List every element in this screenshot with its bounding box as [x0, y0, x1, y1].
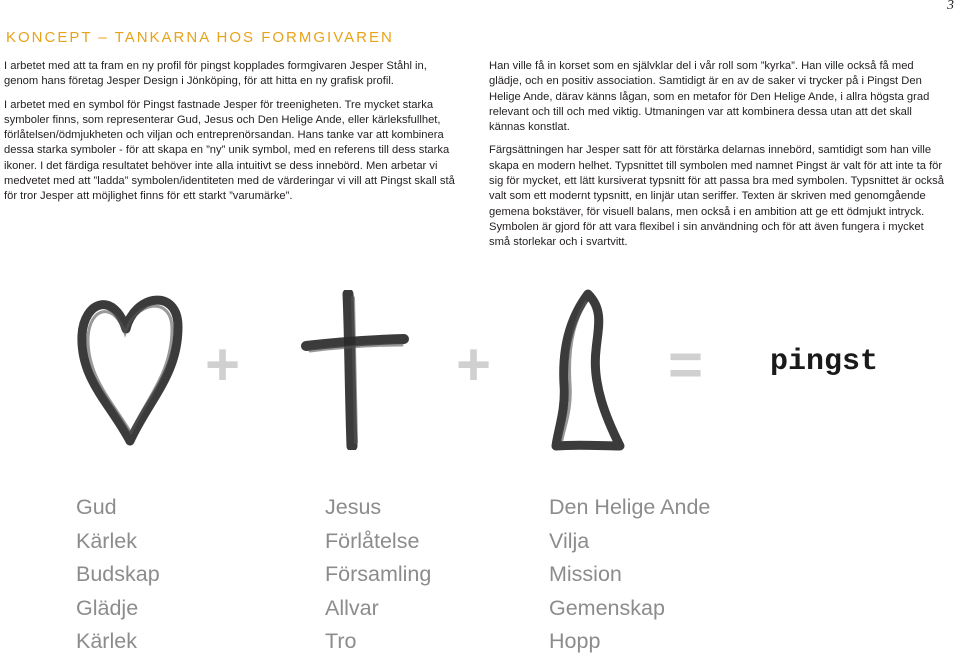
equals-operator: = [668, 331, 704, 398]
list-item: Hopp [549, 629, 601, 654]
page-number: 3 [947, 0, 954, 13]
right-text-column [489, 59, 944, 259]
word-list-den-helige-ande [549, 491, 710, 659]
cross-icon [300, 290, 410, 450]
list-item: Kärlek [76, 528, 137, 553]
right-paragraph-2: Färgsättningen har Jesper satt för att förstärka delarnas innebörd, samtidigt som han ville skapa en modern helhet. Typsnittet till symbolen med namnet Pingst är valt för att inte ta för sig för mycket, ett lätt kursiverat typsnitt för att passa bra med symbolen. Typsnittet är också valt som ett modernt typsnitt, en linjär utan seriffer. Texten är skriven med genomgående gemena bokstäver, för visuell balans, men också i en ambition att ge ett ödmjukt intryck. Symbolen är gjord för att vara flexibel i sin användning och för att även fungera i mycket små storlekar och i svartvitt. [489, 144, 944, 249]
plus-operator-1: + [205, 331, 241, 398]
list-item: Förlåtelse [325, 528, 420, 553]
plus-operator-2: + [456, 331, 492, 398]
word-list-gud [76, 491, 160, 659]
list-item: Glädje [76, 595, 139, 620]
list-item: Församling [325, 562, 432, 587]
list-item: Jesus [325, 495, 382, 519]
left-paragraph-1: I arbetet med att ta fram en ny profil för pingst kopplades formgivaren Jesper Ståhl in, genom hans företag Jesper Design i Jönköping, för att hitta en ny grafisk profil. [4, 60, 427, 88]
left-paragraph-2: I arbetet med en symbol för Pingst fastnade Jesper för treenigheten. Tre mycket starka symboler finns, som representerar Gud, Jesus och Den Helige Ande, eller kärleksfullhet, förlåtelsen/ödmjukheten och viljan och entreprenörsandan. Hans tanke var att kombinera dessa starka symboler - för att skapa en ”ny” unik symbol, med en referens till dess starka ikoner. I det färdiga resultatet behöver inte alla intuitivt se dess innebörd. Men arbetar vi medvetet med att ”ladda” symbolen/identiteten med de värderingar vi vill att Pingst skall stå för tror Jesper att möjlighet finns för ett starkt ”varumärke”. [4, 98, 455, 203]
list-item: Mission [549, 562, 622, 587]
list-item: Den Helige Ande [549, 495, 711, 519]
list-item: Vilja [549, 528, 590, 553]
list-item: Kärlek [76, 629, 137, 654]
list-item: Tro [325, 629, 357, 654]
word-list-jesus [325, 491, 431, 659]
list-item: Gemenskap [549, 595, 665, 620]
pingst-wordmark: pingst [770, 345, 879, 379]
list-item: Gud [76, 495, 117, 519]
heart-icon [74, 283, 186, 448]
list-item: Allvar [325, 595, 379, 620]
left-text-column [4, 59, 462, 213]
page-title: KONCEPT – TANKARNA HOS FORMGIVAREN [6, 29, 394, 46]
list-item: Budskap [76, 562, 160, 587]
flame-icon [548, 288, 628, 453]
right-paragraph-1: Han ville få in korset som en självklar del i vår roll som ”kyrka”. Han ville också få med glädje, och en positiv association. Samtidigt är en av de saker vi trycker på i Pingst Den Helige Ande, därav känns lågan, som en metafor för Den Helige Ande, i allra högsta grad relevant och till och med viktig. Utmaningen var att kombinera dessa utan att det skall kännas konstlat. [489, 60, 930, 134]
